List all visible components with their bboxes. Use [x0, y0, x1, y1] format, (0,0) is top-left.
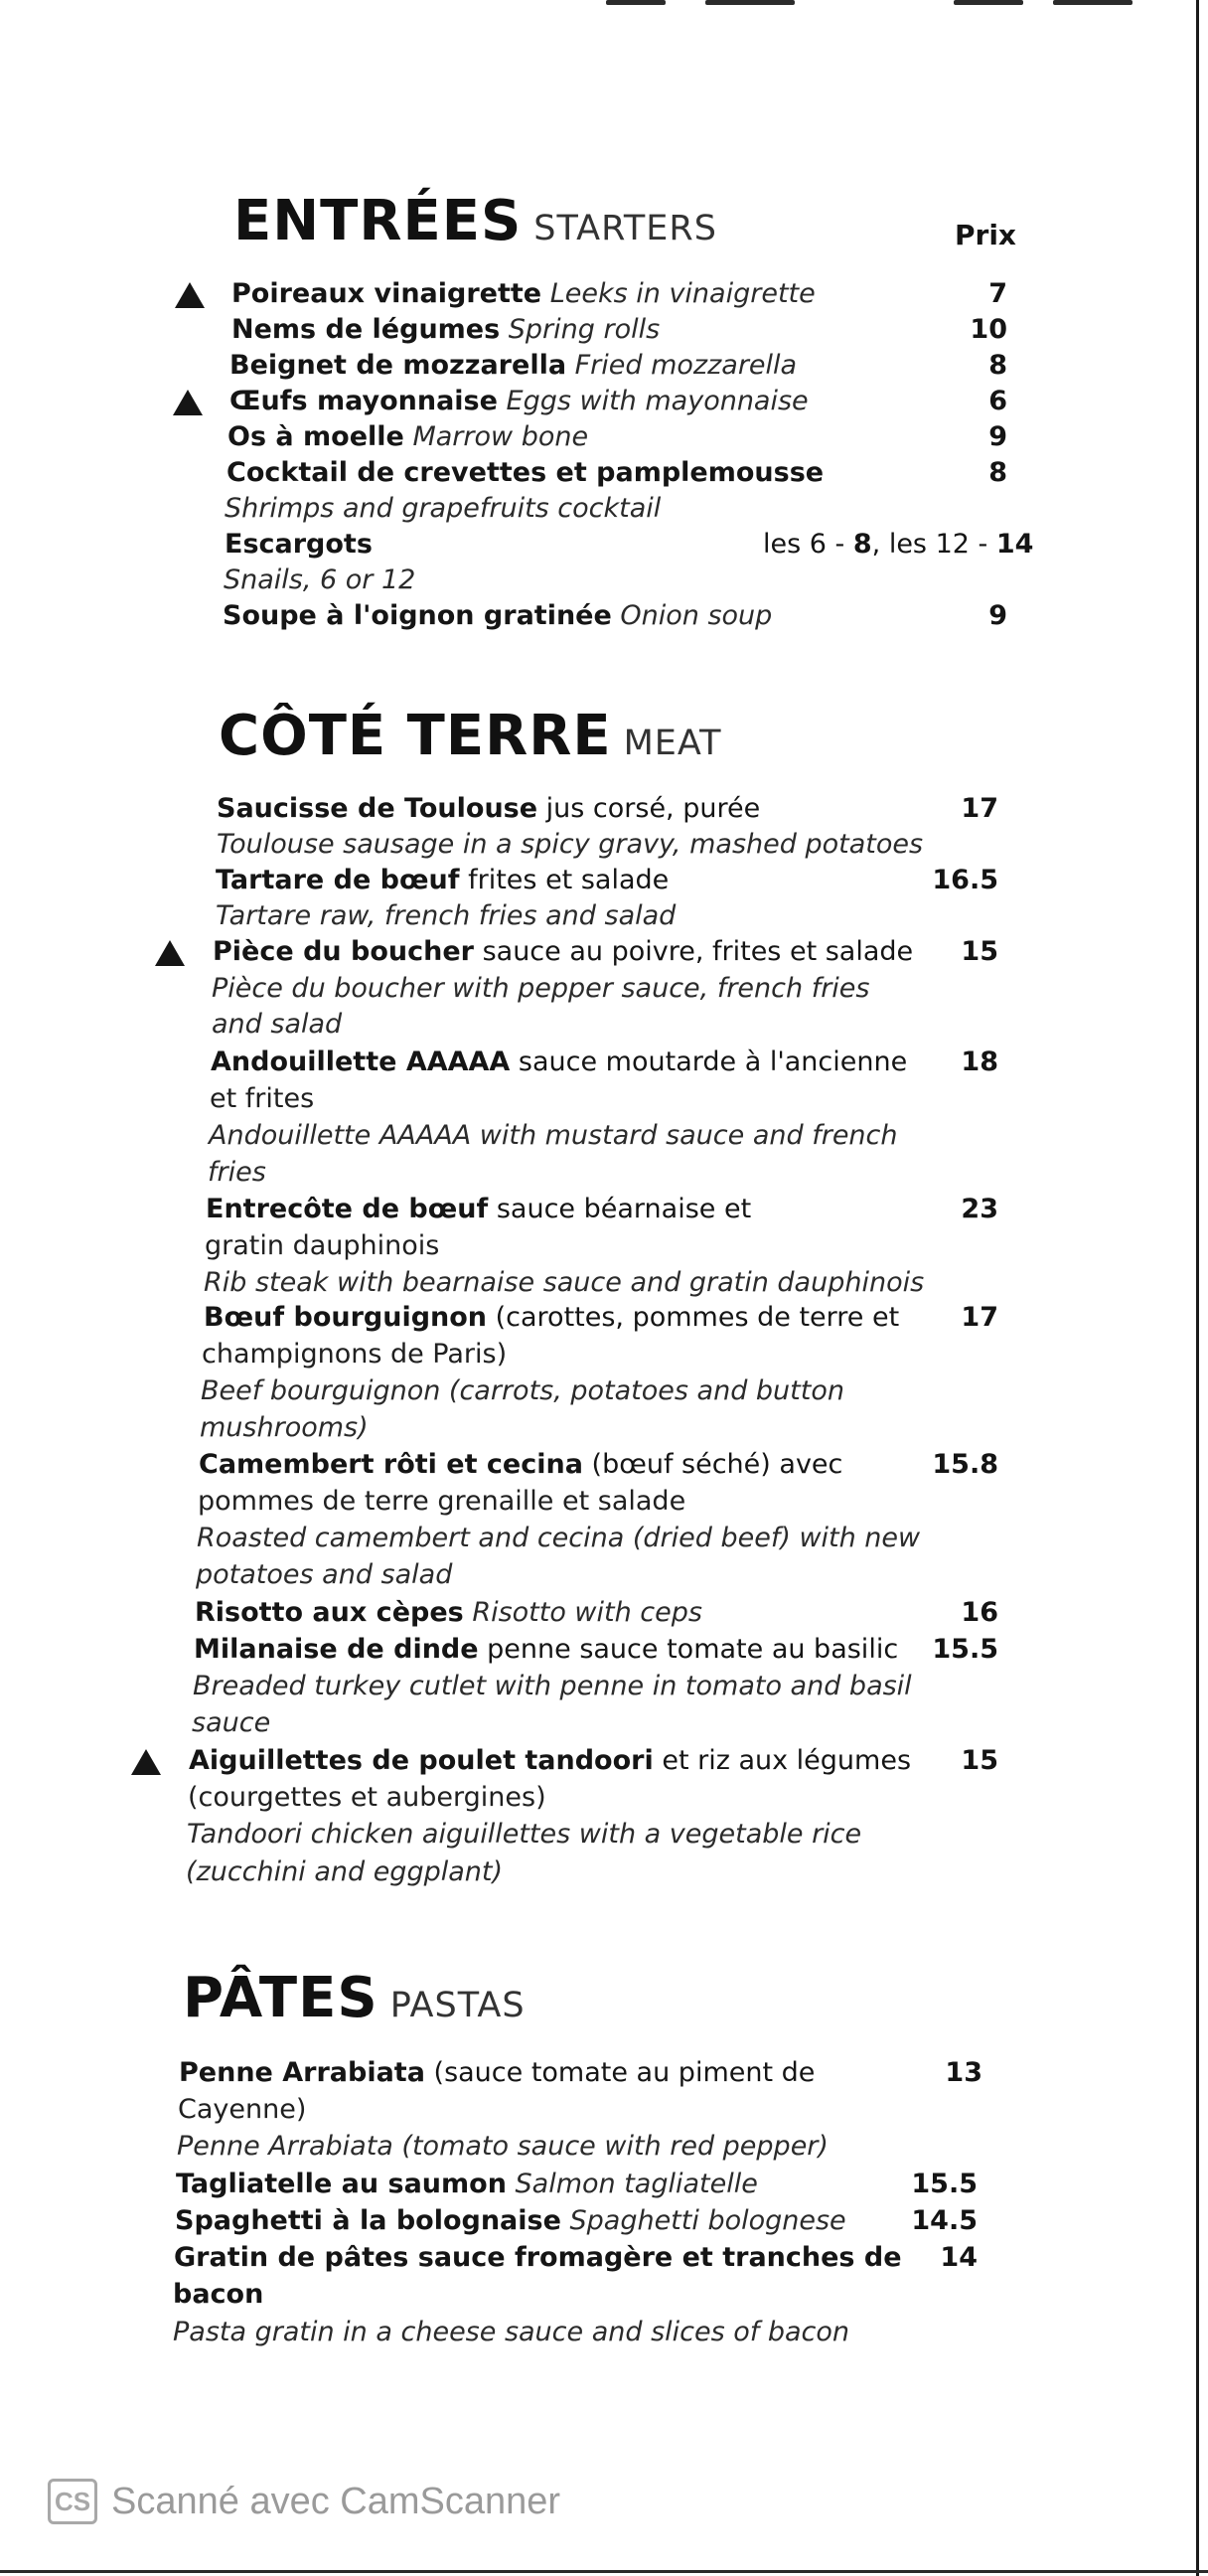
item-price: 15: [961, 936, 998, 967]
menu-item: Tartare de bœuf frites et salade: [216, 865, 670, 895]
menu-item: Gratin de pâtes sauce fromagère et tranches de: [174, 2242, 902, 2273]
item-description: and salad: [212, 1009, 343, 1040]
section-heading: ENTRÉES: [233, 189, 523, 253]
item-price: 15.8: [932, 1449, 998, 1480]
item-description: Pièce du boucher with pepper sauce, french fries: [212, 973, 870, 1004]
recommended-marker-icon: [131, 1749, 161, 1775]
item-description-cont: et frites: [210, 1083, 315, 1114]
menu-item: Milanaise de dinde penne sauce tomate au basilic: [194, 1634, 899, 1665]
item-description: Penne Arrabiata (tomato sauce with red pepper): [177, 2131, 829, 2162]
menu-item: Pièce du boucher sauce au poivre, frites et salade: [213, 936, 914, 967]
item-price: 16.5: [932, 865, 998, 895]
menu-item: Œufs mayonnaise Eggs with mayonnaise: [229, 386, 809, 416]
item-price: 10: [970, 314, 1007, 345]
camscanner-watermark: [48, 2479, 560, 2524]
item-description-cont: (courgettes et aubergines): [188, 1782, 546, 1813]
menu-item: Nems de légumes Spring rolls: [231, 314, 661, 345]
section-subheading: MEAT: [623, 724, 722, 763]
item-description: Shrimps and grapefruits cocktail: [225, 493, 662, 524]
item-description: Breaded turkey cutlet with penne in tomato and basil: [193, 1671, 912, 1701]
menu-item: Penne Arrabiata (sauce tomate au piment de: [179, 2057, 816, 2088]
item-price: 9: [988, 421, 1007, 452]
item-description: mushrooms): [200, 1412, 369, 1443]
top-cut-text: [596, 0, 1132, 8]
watermark-text: Scanné avec CamScanner: [111, 2480, 561, 2522]
item-price: 7: [988, 278, 1007, 309]
item-description: Andouillette AAAAA with mustard sauce and french: [209, 1120, 898, 1151]
item-price: 15: [961, 1745, 998, 1776]
menu-item: Escargots: [225, 529, 373, 560]
menu-item: Poireaux vinaigrette Leeks in vinaigrette: [231, 278, 816, 309]
item-description: Tartare raw, french fries and salad: [216, 900, 677, 931]
recommended-marker-icon: [155, 940, 185, 966]
item-description: Beef bourguignon (carrots, potatoes and button: [201, 1375, 844, 1406]
section-title-meat: [219, 704, 722, 768]
item-description: Pasta gratin in a cheese sauce and slices of bacon: [173, 2317, 850, 2347]
item-description: fries: [208, 1157, 266, 1188]
menu-item: Saucisse de Toulouse jus corsé, purée: [217, 793, 761, 824]
item-description: Roasted camembert and cecina (dried beef) with new: [197, 1523, 921, 1553]
item-price: 23: [961, 1194, 998, 1224]
item-description: Rib steak with bearnaise sauce and gratin dauphinois: [204, 1267, 925, 1298]
page-bottom-edge: [0, 2570, 1208, 2573]
item-price: 6: [988, 386, 1007, 416]
item-description-cont: champignons de Paris): [202, 1339, 508, 1369]
price-header: Prix: [955, 219, 1016, 251]
item-price: les 6 - 8, les 12 - 14: [763, 529, 1034, 560]
item-price: 14: [940, 2242, 978, 2273]
camscanner-logo-icon: CS: [48, 2479, 97, 2524]
item-description: sauce: [192, 1707, 271, 1738]
section-heading: PÂTES: [183, 1966, 378, 2030]
menu-item: Spaghetti à la bolognaise Spaghetti bolognese: [175, 2205, 846, 2236]
menu-item: Aiguillettes de poulet tandoori et riz aux légumes: [189, 1745, 912, 1776]
item-price: 8: [988, 350, 1007, 381]
menu-item: Andouillette AAAAA sauce moutarde à l'ancienne: [211, 1046, 908, 1077]
item-price: 13: [945, 2057, 982, 2088]
section-title-entrees: [233, 189, 717, 253]
menu-item: Beignet de mozzarella Fried mozzarella: [229, 350, 798, 381]
menu-item: Entrecôte de bœuf sauce béarnaise et: [206, 1194, 752, 1224]
page-edge: [1196, 0, 1199, 2576]
section-title-pastas: [183, 1966, 526, 2030]
item-description: Tandoori chicken aiguillettes with a vegetable rice: [187, 1819, 862, 1850]
menu-item: Soupe à l'oignon gratinée Onion soup: [223, 600, 773, 631]
menu-item: Os à moelle Marrow bone: [227, 421, 589, 452]
item-description-cont: pommes de terre grenaille et salade: [198, 1486, 686, 1517]
item-price: 9: [988, 600, 1007, 631]
section-subheading: PASTAS: [389, 1986, 526, 2025]
item-price: 17: [961, 1302, 998, 1333]
menu-item: Risotto aux cèpes Risotto with ceps: [195, 1597, 702, 1628]
item-price: 17: [961, 793, 998, 824]
item-price: 8: [988, 457, 1007, 488]
item-description-cont: Cayenne): [178, 2094, 307, 2125]
item-description: (zucchini and eggplant): [186, 1856, 504, 1887]
recommended-marker-icon: [173, 390, 203, 415]
menu-item: Tagliatelle au saumon Salmon tagliatelle: [176, 2169, 758, 2199]
item-price: 18: [961, 1046, 998, 1077]
section-heading: CÔTÉ TERRE: [219, 704, 612, 768]
recommended-marker-icon: [175, 282, 205, 308]
menu-item: Cocktail de crevettes et pamplemousse: [226, 457, 825, 488]
item-description: potatoes and salad: [196, 1559, 453, 1590]
item-price: 14.5: [911, 2205, 978, 2236]
item-price: 16: [961, 1597, 998, 1628]
menu-item-cont: bacon: [173, 2279, 264, 2310]
item-description: Toulouse sausage in a spicy gravy, mashed potatoes: [217, 829, 924, 860]
item-description-cont: gratin dauphinois: [205, 1230, 440, 1261]
section-subheading: STARTERS: [533, 209, 717, 248]
item-price: 15.5: [932, 1634, 998, 1665]
menu-item: Bœuf bourguignon (carottes, pommes de terre et: [204, 1302, 900, 1333]
item-price: 15.5: [911, 2169, 978, 2199]
item-description: Snails, 6 or 12: [224, 564, 416, 595]
menu-item: Camembert rôti et cecina (bœuf séché) avec: [199, 1449, 843, 1480]
